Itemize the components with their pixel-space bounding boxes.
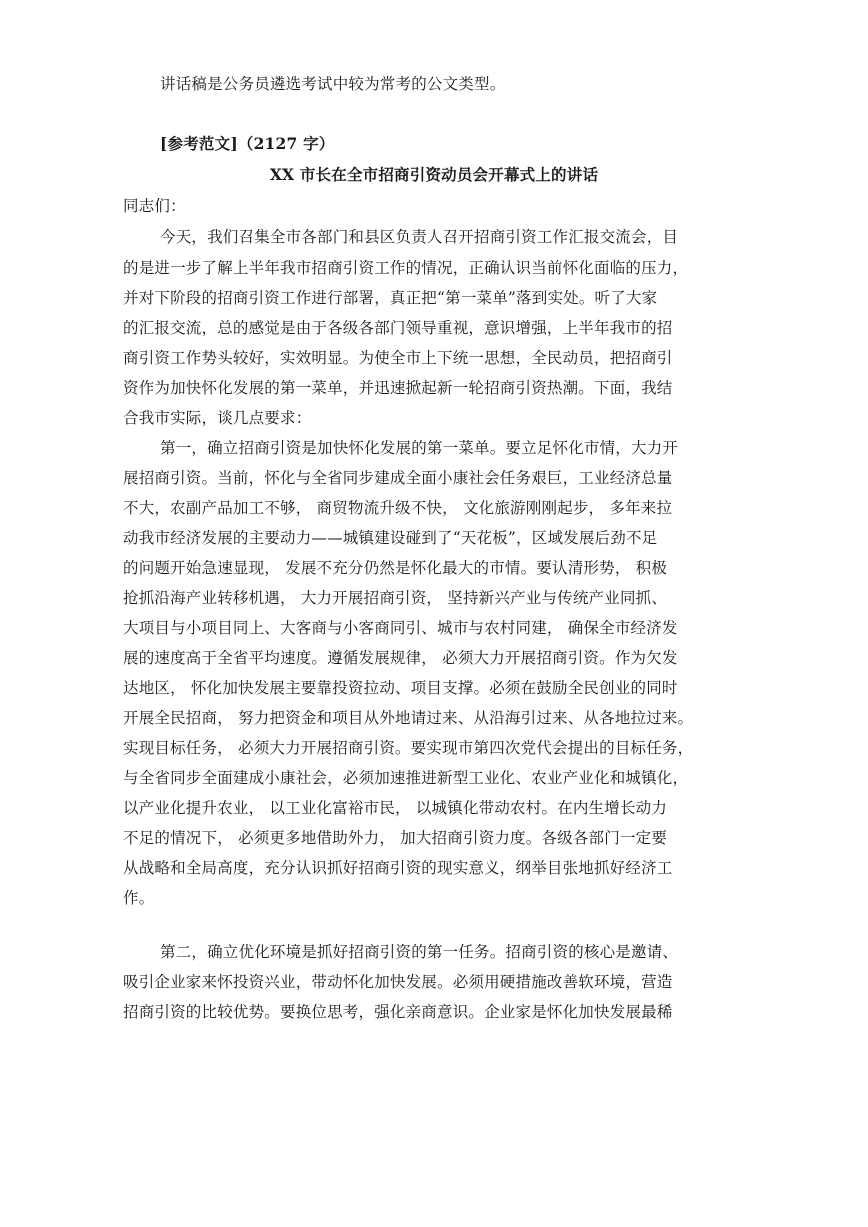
- paragraph-line: 的问题开始急速显现， 发展不充分仍然是怀化最大的市情。要认清形势， 积极: [123, 559, 668, 577]
- paragraph-line: 并对下阶段的招商引资工作进行部署，真正把“第一菜单”落到实处。听了大家: [123, 289, 658, 307]
- paragraph-line: 展招商引资。当前，怀化与全省同步建成全面小康社会任务艰巨，工业经济总量: [123, 469, 673, 487]
- paragraph-line: 大项目与小项目同上、大客商与小客商同引、城市与农村同建， 确保全市经济发: [123, 619, 678, 637]
- paragraph-line: 的汇报交流，总的感觉是由于各级各部门领导重视，意识增强，上半年我市的招: [123, 319, 673, 337]
- paragraph-line: 招商引资的比较优势。要换位思考，强化亲商意识。企业家是怀化加快发展最稀: [123, 1003, 673, 1021]
- paragraph-line: 以产业化提升农业， 以工业化富裕市民， 以城镇化带动农村。在内生增长动力: [123, 799, 668, 817]
- paragraph-line: 第一，确立招商引资是加快怀化发展的第一菜单。要立足怀化市情，大力开: [160, 439, 679, 457]
- paragraph-line: 与全省同步全面建成小康社会，必须加速推进新型工业化、农业产业化和城镇化，: [123, 769, 689, 787]
- paragraph-line: 动我市经济发展的主要动力——城镇建设碰到了“天花板”，区域发展后劲不足: [123, 529, 658, 547]
- paragraph-line: 的是进一步了解上半年我市招商引资工作的情况，正确认识当前怀化面临的压力，: [123, 259, 689, 277]
- paragraph-line: 达地区， 怀化加快发展主要靠投资拉动、项目支撑。必须在鼓励全民创业的同时: [123, 679, 678, 697]
- paragraph-line: 展的速度高于全省平均速度。遵循发展规律， 必须大力开展招商引资。作为欠发: [123, 649, 678, 667]
- paragraph-line: 抢抓沿海产业转移机遇， 大力开展招商引资， 坚持新兴产业与传统产业同抓、: [123, 589, 668, 607]
- paragraph-line: 第二，确立优化环境是抓好招商引资的第一任务。招商引资的核心是邀请、: [160, 943, 679, 961]
- paragraph-line: 资作为加快怀化发展的第一菜单，并迅速掀起新一轮招商引资热潮。下面，我结: [123, 379, 673, 397]
- paragraph-line: 不足的情况下， 必须更多地借助外力， 加大招商引资力度。各级各部门一定要: [123, 829, 668, 847]
- paragraph-line: 合我市实际，谈几点要求：: [123, 409, 312, 427]
- paragraph-line: 商引资工作势头较好，实效明显。为使全市上下统一思想，全民动员，把招商引: [123, 349, 673, 367]
- paragraph-line: 今天，我们召集全市各部门和县区负责人召开招商引资工作汇报交流会，目: [160, 228, 679, 246]
- intro-text: 讲话稿是公务员遴选考试中较为常考的公文类型。: [160, 75, 506, 93]
- paragraph-line: 实现目标任务， 必须大力开展招商引资。要实现市第四次党代会提出的目标任务，: [123, 739, 694, 757]
- paragraph-line: 从战略和全局高度，充分认识抓好招商引资的现实意义，纲举目张地抓好经济工: [123, 859, 673, 877]
- speech-title: XX 市长在全市招商引资动员会开幕式上的讲话: [269, 165, 599, 184]
- paragraph-line: 吸引企业家来怀投资兴业，带动怀化加快发展。必须用硬措施改善软环境，营造: [123, 973, 673, 991]
- reference-label: [参考范文]（2127 字）: [160, 134, 335, 153]
- paragraph-line: 作。: [123, 889, 155, 907]
- salutation: 同志们：: [123, 197, 186, 215]
- paragraph-line: 不大，农副产品加工不够， 商贸物流升级不快， 文化旅游刚刚起步， 多年来拉: [123, 499, 673, 517]
- paragraph-line: 开展全民招商， 努力把资金和项目从外地请过来、从沿海引过来、从各地拉过来。: [123, 709, 694, 727]
